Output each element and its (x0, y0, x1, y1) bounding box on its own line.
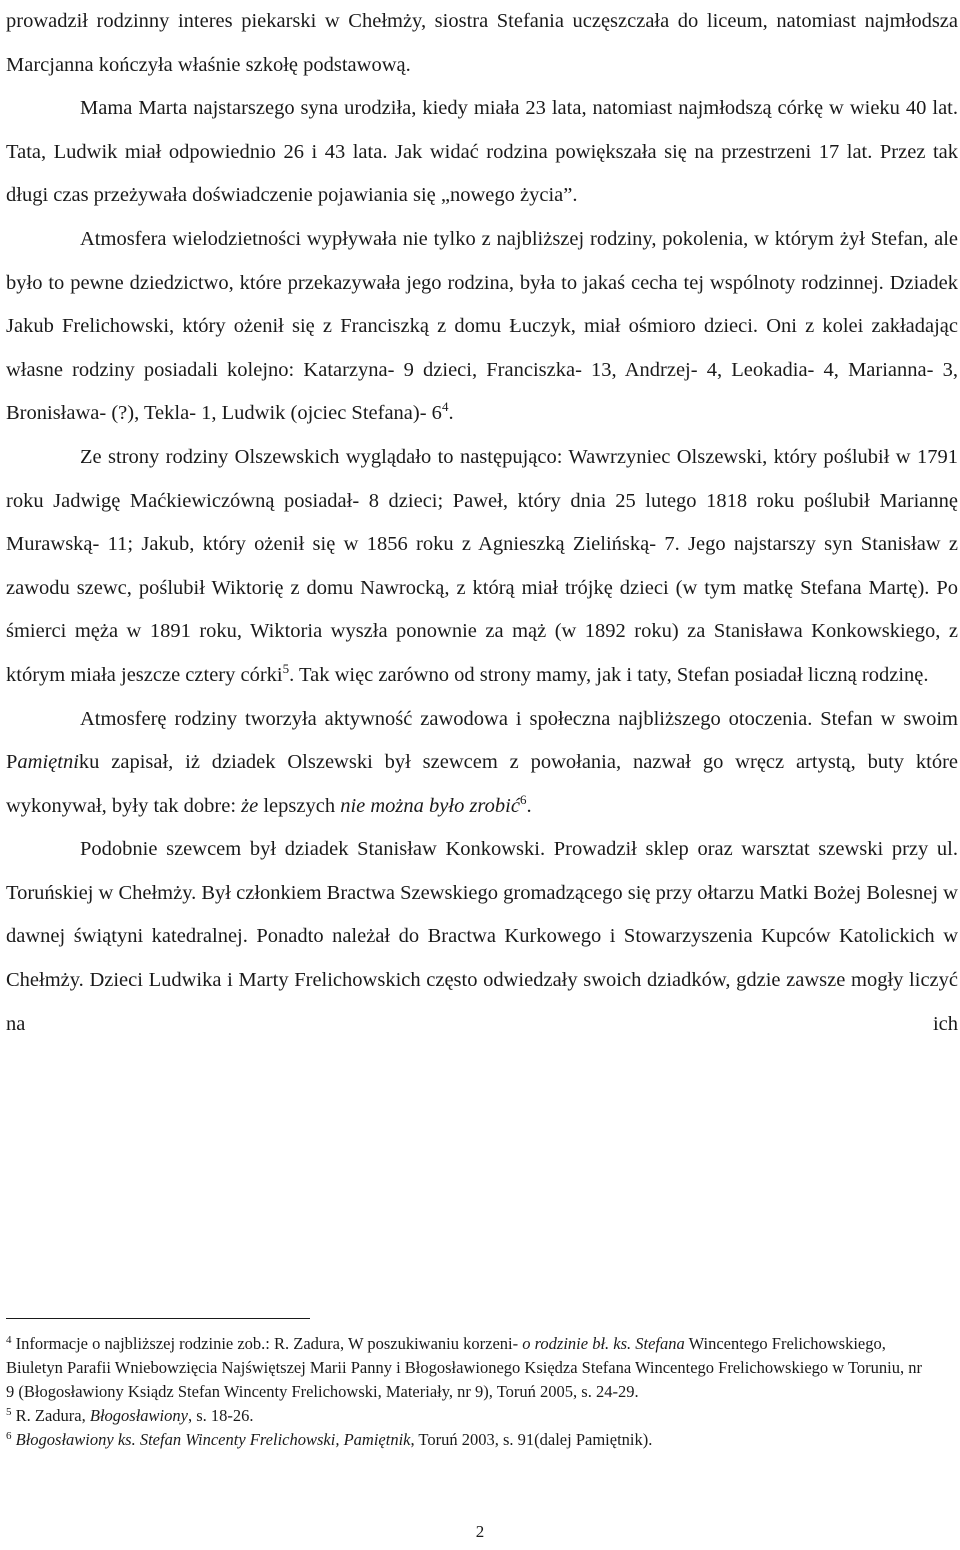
footnote-ref-4[interactable]: 4 (441, 399, 449, 415)
footnote-5-text-2: , s. 18-26. (187, 1406, 254, 1425)
footnote-4-text: Informacje o najbliższej rodzinie zob.: R. Zadura, W poszukiwaniu korzeni- (11, 1334, 523, 1353)
footnote-6 (6, 1428, 926, 1452)
footnote-separator (6, 1318, 310, 1319)
footnote-6-text: , Toruń 2003, s. 91(dalej Pamiętnik). (410, 1430, 653, 1449)
footnote-4 (6, 1332, 926, 1404)
footnote-ref-5[interactable]: 5 (282, 660, 290, 676)
paragraph-6 (6, 828, 958, 1046)
footnote-5-text: R. Zadura, (11, 1406, 90, 1425)
paragraph-5-text-2: ku zapisał, iż dziadek Olszewski był szewcem z powołania, nazwał go wręcz artystą, buty które wykonywał, były tak dobre: (6, 751, 958, 817)
footnote-5-number: 5 (6, 1406, 12, 1418)
paragraph-2 (6, 87, 958, 218)
paragraph-3-end: . (448, 402, 454, 425)
paragraph-4-end: . Tak więc zarówno od strony mamy, jak i taty, Stefan posiadał liczną rodzinę. (289, 663, 929, 686)
paragraph-1-text: prowadził rodzinny interes piekarski w Chełmży, siostra Stefania uczęszczała do liceum, natomiast najmłodsza Marcjanna kończyła właśnie szkołę podstawową. (6, 10, 958, 76)
paragraph-2-text: Mama Marta najstarszego syna urodziła, kiedy miała 23 lata, natomiast najmłodszą córkę w wieku 40 lat. Tata, Ludwik miał odpowiednio 26 i 43 lata. Jak widać rodzina powiększała się na przestrzeni 17 lat. Przez tak długi czas przeżywała doświadczenie pojawiania się „nowego życia”. (6, 97, 958, 207)
paragraph-1 (6, 0, 958, 87)
paragraph-5-end: . (526, 794, 532, 817)
paragraph-4-text: Ze strony rodziny Olszewskich wyglądało to następująco: Wawrzyniec Olszewski, który poślubił w 1791 roku Jadwigę Maćkiewiczówną posiadał- 8 dzieci; Paweł, który dnia 25 lutego 1818 roku poślubił Mariannę Murawską- 11; Jakub, który ożenił się w 1856 roku z Agnieszką Zielińską- 7. Jego najstarszy syn Stanisław z zawodu szewc, poślubił Wiktorię z domu Nawrocką, z którą miał trójkę dzieci (w tym matkę Stefana Martę). Po śmierci męża w 1891 roku, Wiktoria wyszła ponownie za mąż (w 1892 roku) za Stanisława Konkowskiego, z którym miała jeszcze cztery córki (6, 445, 958, 686)
footnote-5 (6, 1404, 926, 1428)
body-text (6, 0, 958, 1046)
footnote-4-number: 4 (6, 1334, 12, 1346)
paragraph-4 (6, 436, 958, 698)
footnote-6-number: 6 (6, 1430, 12, 1442)
footnote-4-text-2: Wincentego Frelichowskiego, Biuletyn Parafii Wniebowzięcia Najświętszej Marii Panny i Błogosławionego Księdza Stefana Wincentego Frelichowskiego w Toruniu, nr 9 (Błogosławiony Ksiądz Stefan Wincenty Frelichowski, Materiały, nr 9), Toruń 2005, s. 24-29. (6, 1334, 923, 1401)
footnote-ref-6[interactable]: 6 (519, 791, 527, 807)
page-number: 2 (475, 1522, 485, 1541)
paragraph-5-text-3: lepszych (258, 794, 341, 817)
footnote-4-italic: o rodzinie bł. ks. Stefana (522, 1334, 685, 1353)
paragraph-3 (6, 218, 958, 436)
paragraph-3-text: Atmosfera wielodzietności wypływała nie tylko z najbliższej rodziny, pokolenia, w którym żył Stefan, ale było to pewne dziedzictwo, które przekazywała jego rodzina, była to jakaś cecha tej wspólnoty rodzinnej. Dziadek Jakub Frelichowski, który ożenił się z Franciszką z domu Łuczyk, miał ośmioro dzieci. Oni z kolei zakładając własne rodziny posiadali kolejno: Katarzyna- 9 dzieci, Franciszka- 13, Andrzej- 4, Leokadia- 4, Marianna- 3, Bronisława- (?), Tekla- 1, Ludwik (ojciec Stefana)- 6 (6, 227, 958, 425)
footnote-6-italic: Błogosławiony ks. Stefan Wincenty Frelichowski, Pamiętnik (15, 1430, 411, 1449)
paragraph-6-text: Podobnie szewcem był dziadek Stanisław Konkowski. Prowadził sklep oraz warsztat szewski przy ul. Toruńskiej w Chełmży. Był członkiem Bractwa Szewskiego gromadzącego się przy ołtarzu Matki Bożej Bolesnej w dawnej świątyni katedralnej. Ponadto należał do Bractwa Kurkowego i Stowarzyszenia Kupców Katolickich w Chełmży. Dzieci Ludwika i Marty Frelichowskich często odwiedzały swoich dziadków, gdzie zawsze mogły liczyć na ich (6, 838, 958, 1035)
paragraph-5 (6, 698, 958, 829)
footnote-5-italic: Błogosławiony (89, 1406, 188, 1425)
paragraph-5-text: Atmosferę rodziny tworzyła aktywność zawodowa i społeczna najbliższego otoczenia. Stefan w swoim P (6, 707, 958, 774)
paragraph-5-italic-1: że (241, 794, 259, 817)
footnotes (6, 1332, 926, 1452)
paragraph-5-italic-2: nie można było zrobić (340, 794, 520, 817)
paragraph-5-italic-title: amiętni (17, 751, 79, 774)
